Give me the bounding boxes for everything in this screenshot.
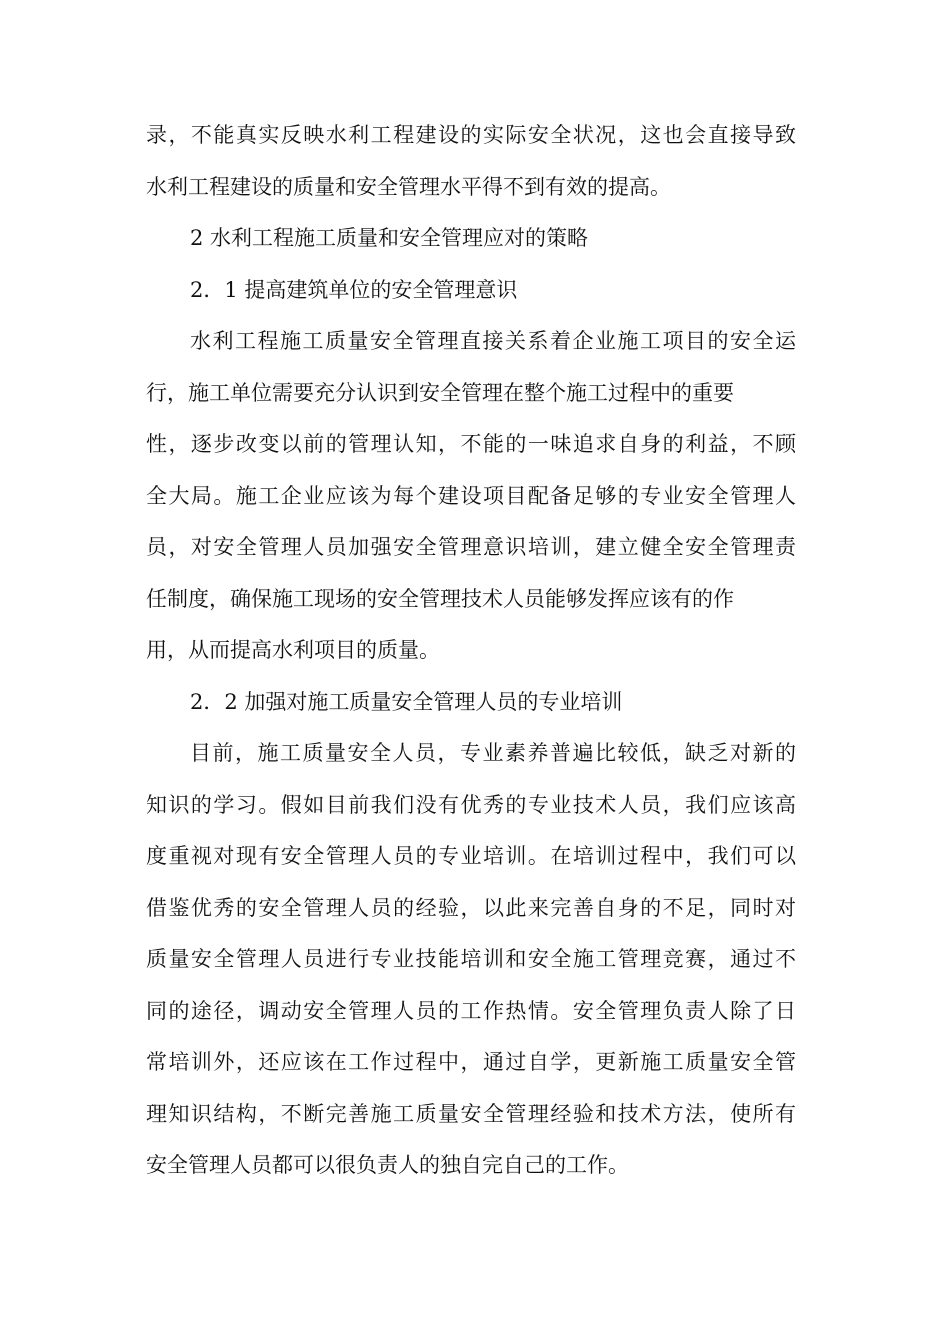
- paragraph-line: 理知识结构，不断完善施工质量安全管理经验和技术方法，使所有: [146, 1101, 796, 1126]
- section-heading: 2 水利工程施工质量和安全管理应对的策略: [190, 226, 589, 250]
- paragraph-line: 度重视对现有安全管理人员的专业培训。在培训过程中，我们可以: [146, 844, 796, 868]
- paragraph-line: 安全管理人员都可以很负责人的独自完自己的工作。: [146, 1153, 629, 1177]
- paragraph-line: 同的途径，调动安全管理人员的工作热情。安全管理负责人除了日: [146, 998, 796, 1023]
- paragraph-line: 任制度，确保施工现场的安全管理技术人员能够发挥应该有的作: [146, 586, 734, 611]
- subsection-heading: 2．1 提高建筑单位的安全管理意识: [190, 277, 518, 302]
- subsection-heading: 2．2 加强对施工质量安全管理人员的专业培训: [190, 689, 623, 714]
- paragraph-line: 目前，施工质量安全人员，专业素养普遍比较低，缺乏对新的: [190, 741, 796, 765]
- paragraph-line: 水利工程施工质量安全管理直接关系着企业施工项目的安全运: [190, 329, 796, 353]
- paragraph-line: 常培训外，还应该在工作过程中，通过自学，更新施工质量安全管: [146, 1050, 796, 1074]
- paragraph-line: 质量安全管理人员进行专业技能培训和安全施工管理竞赛，通过不: [146, 947, 796, 971]
- paragraph-line: 性，逐步改变以前的管理认知，不能的一味追求自身的利益，不顾: [146, 432, 796, 456]
- document-page: [146, 110, 796, 1192]
- paragraph-line: 录，不能真实反映水利工程建设的实际安全状况，这也会直接导致: [146, 123, 796, 147]
- paragraph-line: 员，对安全管理人员加强安全管理意识培训，建立健全安全管理责: [146, 535, 796, 559]
- paragraph-line: 行，施工单位需要充分认识到安全管理在整个施工过程中的重要: [146, 380, 734, 405]
- paragraph-line: 全大局。施工企业应该为每个建设项目配备足够的专业安全管理人: [146, 483, 796, 508]
- paragraph-line: 借鉴优秀的安全管理人员的经验，以此来完善自身的不足，同时对: [146, 895, 796, 920]
- paragraph-line: 水利工程建设的质量和安全管理水平得不到有效的提高。: [146, 174, 671, 199]
- paragraph-line: 知识的学习。假如目前我们没有优秀的专业技术人员，我们应该高: [146, 792, 796, 817]
- paragraph-line: 用，从而提高水利项目的质量。: [146, 638, 440, 662]
